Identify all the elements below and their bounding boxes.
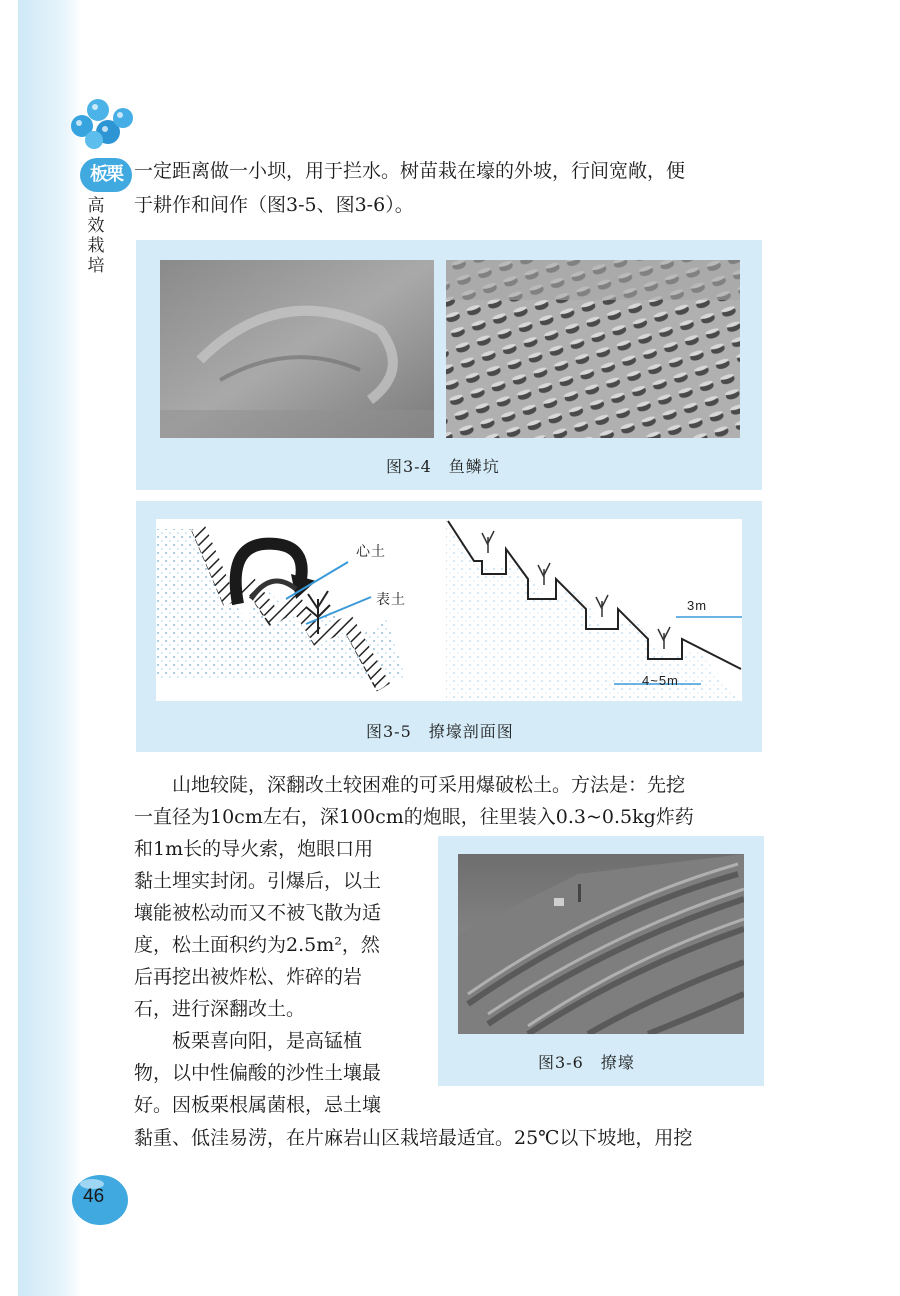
body-line-2: 一直径为10cm左右，深100cm的炮眼，往里装入0.3~0.5kg炸药 (134, 806, 694, 828)
intro-line-1: 一定距离做一小坝，用于拦水。树苗栽在壕的外坡，行间宽敞，便 (134, 160, 686, 182)
terraced-hillside-photo (458, 854, 744, 1034)
body-narrow-line-1: 和1m长的导火索，炮眼口用 (134, 838, 374, 860)
label-dim-4-5m: 4~5m (642, 673, 679, 688)
body-line-1: 山地较陡，深翻改土较困难的可采用爆破松土。方法是：先挖 (134, 774, 686, 796)
body-narrow-line-6: 石，进行深翻改土。 (134, 998, 306, 1020)
figure-3-5-caption: 图3-5 撩壕剖面图 (366, 722, 514, 741)
figure-3-6-caption: 图3-6 撩壕 (538, 1053, 635, 1072)
chestnut-cluster-icon (68, 92, 138, 152)
label-heart-soil: 心土 (356, 544, 386, 560)
body-last-line: 黏重、低洼易涝，在片麻岩山区栽培最适宜。25℃以下坡地，用挖 (134, 1127, 693, 1149)
fish-scale-pit-photo-left (160, 260, 434, 438)
body-narrow-line-7: 板栗喜向阳，是高锰植 (134, 1030, 363, 1052)
body-narrow-line-2: 黏土埋实封闭。引爆后，以土 (134, 870, 382, 892)
book-badge: 板栗 (80, 158, 132, 192)
figure-3-4-caption: 图3-4 鱼鳞坑 (386, 457, 500, 476)
body-narrow-line-4: 度，松土面积约为2.5m²，然 (134, 934, 380, 956)
page-number: 46 (83, 1186, 105, 1207)
body-narrow-line-8: 物，以中性偏酸的沙性土壤最 (134, 1062, 382, 1084)
side-band (18, 0, 82, 1296)
body-narrow-line-9: 好。因板栗根属菌根，忌土壤 (134, 1094, 382, 1116)
label-dim-3m: 3m (687, 598, 708, 613)
intro-line-2: 于耕作和间作（图3-5、图3-6）。 (134, 194, 414, 216)
body-narrow-line-3: 壤能被松动而又不被飞散为适 (134, 902, 382, 924)
fish-scale-pit-photo-right (446, 260, 740, 438)
body-narrow-line-5: 后再挖出被炸松、炸碎的岩 (134, 966, 363, 988)
book-title: 高 效 栽 培 (87, 196, 105, 276)
label-surface-soil: 表土 (376, 592, 406, 608)
